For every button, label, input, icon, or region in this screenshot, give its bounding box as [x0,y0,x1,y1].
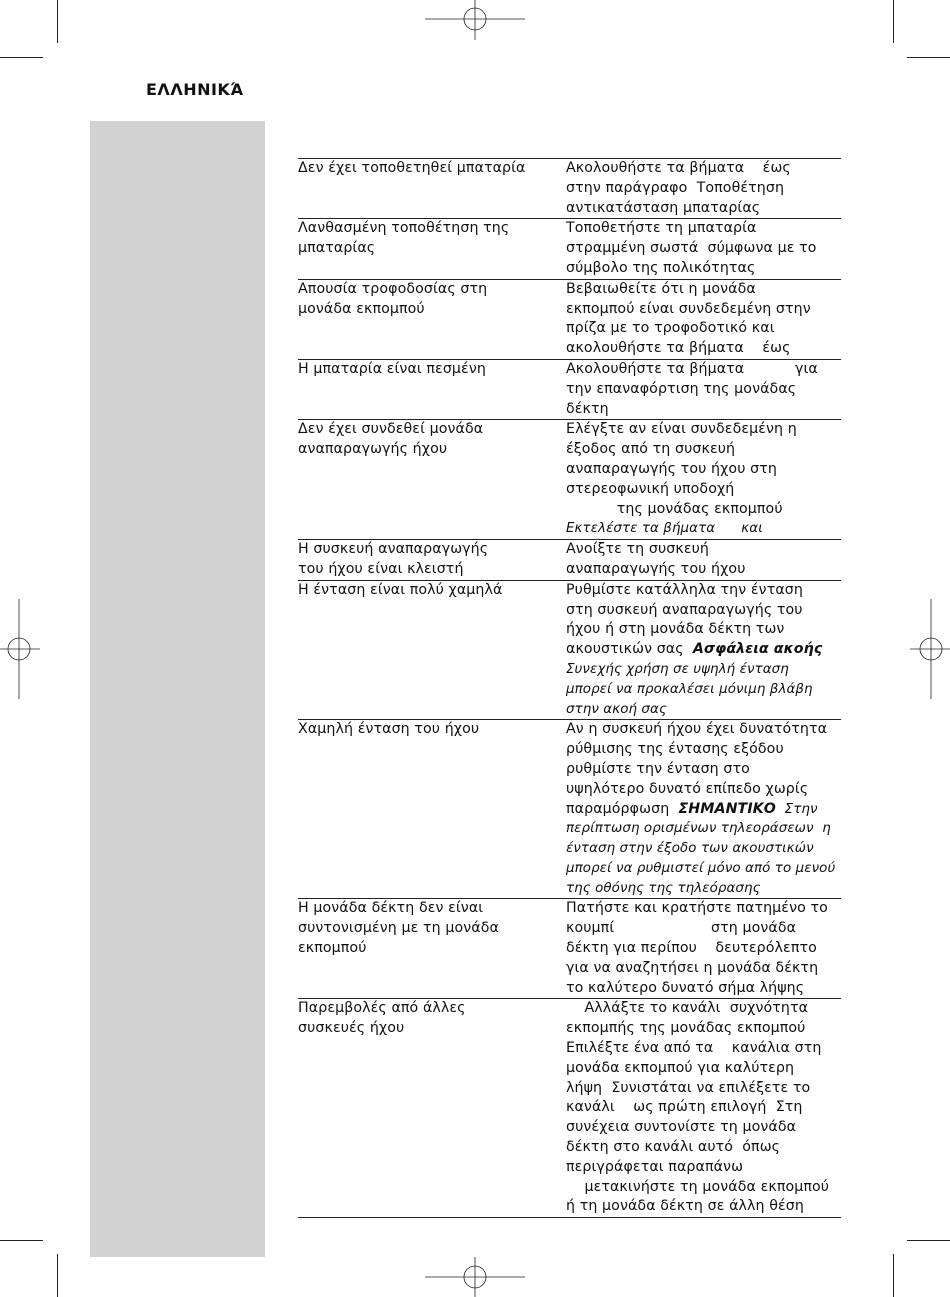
remedy-line: δέκτη [566,400,609,417]
remedy-line: ακουστικών σας Ασφάλεια ακοής [566,641,823,658]
problem-cause [298,280,566,359]
remedy-line: ή τη μονάδα δέκτη σε άλλη θέση [566,1198,804,1215]
remedy-line: Ελέγξτε αν είναι συνδεδεμένη η [566,421,797,438]
cause-line: συσκευές ήχου [298,1020,405,1037]
table-row [298,540,841,581]
cause-line: μπαταρίας [298,240,376,257]
remedy-line: στη συσκευή αναπαραγωγής του [566,601,803,618]
remedy-line: Ακολουθήστε τα βήματα έως [566,160,791,176]
table-row [298,159,841,219]
remedy-line: Αν η συσκευή ήχου έχει δυνατότητα [566,721,828,738]
remedy-line: εκπομπού είναι συνδεδεμένη στην [566,300,811,317]
remedy-line: στην παράγραφο Τοποθέτηση [566,179,785,196]
remedy-line: Ανοίξτε τη συσκευή [566,541,710,558]
remedy-line: ρύθμισης της έντασης εξόδου [566,741,784,758]
remedy-line: υψηλότερο δυνατό επίπεδο χωρίς [566,780,809,797]
table-row [298,360,841,420]
remedy-line: περίπτωση ορισμένων τηλεοράσεων η [566,821,831,837]
problem-cause [298,899,566,998]
language-header: ΕΛΛΗΝΙΚΆ [146,80,244,99]
remedy-line: αντικατάσταση μπαταρίας [566,199,761,216]
remedy-line: περιγράφεται παραπάνω [566,1158,744,1175]
table-row [298,720,841,899]
remedy-line: Επιλέξτε ένα από τα κανάλια στη [566,1040,822,1057]
remedy-line: μετακινήστε τη μονάδα εκπομπού [566,1178,830,1195]
remedy-line: πρίζα με το τροφοδοτικό και [566,320,775,337]
remedy-line: συνέχεια συντονίστε τη μονάδα [566,1119,797,1136]
registration-mark-right [910,599,950,699]
crop-mark [893,1254,894,1297]
registration-mark-bottom [425,1257,525,1297]
remedy-line: μπορεί να προκαλέσει μόνιμη βλάβη [566,681,813,697]
remedy-line: στερεοφωνική υποδοχή [566,480,735,497]
remedy-line: σύμβολο της πολικότητας [566,259,756,276]
table-row [298,219,841,279]
cause-line: Χαμηλή ένταση του ήχου [298,721,480,738]
emphasis-text: ΣΗΜΑΝΤΙΚΟ [678,800,776,817]
remedy-line: το καλύτερο δυνατό σήμα λήψης [566,979,805,996]
registration-mark-top [425,0,525,40]
remedy-line: δέκτη στο κανάλι αυτό όπως [566,1139,781,1156]
problem-remedy [566,720,841,898]
crop-mark [0,1240,43,1241]
cause-line: Η μονάδα δέκτη δεν είναι [298,900,484,917]
problem-cause [298,360,566,419]
cause-line: μονάδα εκπομπού [298,300,425,317]
cause-line: Παρεμβολές από άλλες [298,1000,466,1017]
remedy-line: μπορεί να ρυθμιστεί μόνο από το μενού [566,860,836,876]
remedy-line: ακολουθήστε τα βήματα έως [566,340,791,357]
remedy-line: για να αναζητήσει η μονάδα δέκτη [566,959,819,976]
cause-line: Η συσκευή αναπαραγωγής [298,541,489,558]
remedy-line: λήψη Συνιστάται να επιλέξετε το [566,1079,811,1096]
cause-line: του ήχου είναι κλειστή [298,560,464,577]
remedy-line: της οθόνης της τηλεόρασης [566,880,761,896]
problem-cause [298,540,566,580]
remedy-line: Ρυθμίστε κατάλληλα την ένταση [566,581,803,598]
problem-remedy [566,420,841,539]
problem-remedy [566,899,841,998]
table-row [298,581,841,721]
remedy-line: Βεβαιωθείτε ότι η μονάδα [566,280,756,297]
cause-line: Δεν έχει τοποθετηθεί μπαταρία [298,160,526,176]
cause-line: Απουσία τροφοδοσίας στη [298,280,488,297]
remedy-line: στραμμένη σωστά σύμφωνα με το [566,240,817,257]
cause-line: αναπαραγωγής ήχου [298,441,448,458]
remedy-line: παραμόρφωση ΣΗΜΑΝΤΙΚΟ Στην [566,800,818,817]
cause-line: συντονισμένη με τη μονάδα [298,920,499,937]
problem-cause [298,420,566,539]
remedy-line: Συνεχής χρήση σε υψηλή ένταση [566,661,789,677]
problem-remedy [566,540,841,580]
problem-remedy [566,581,841,720]
problem-remedy [566,360,841,419]
problem-remedy [566,159,841,218]
crop-mark [0,57,43,58]
remedy-line: έξοδος από τη συσκευή [566,441,736,458]
cause-line: Λανθασμένη τοποθέτηση της [298,220,510,237]
remedy-line: ήχου ή στη μονάδα δέκτη των [566,621,785,638]
table-row [298,280,841,360]
problem-remedy [566,999,841,1217]
remedy-line: αναπαραγωγής του ήχου [566,560,746,577]
problem-cause [298,581,566,720]
crop-mark [57,0,58,43]
remedy-line: κουμπί στη μονάδα [566,920,797,937]
remedy-line: της μονάδας εκπομπού [566,500,783,517]
remedy-line: Πατήστε και κρατήστε πατημένο το [566,900,828,917]
crop-mark [907,1240,950,1241]
crop-mark [893,0,894,43]
cause-line: Η μπαταρία είναι πεσμένη [298,360,486,377]
remedy-line: στην ακοή σας [566,701,667,717]
remedy-line: αναπαραγωγής του ήχου στη [566,460,777,477]
remedy-line: κανάλι ως πρώτη επιλογή Στη [566,1099,803,1116]
problem-cause [298,999,566,1217]
problem-remedy [566,219,841,278]
remedy-line: εκπομπής της μονάδας εκπομπού [566,1020,806,1037]
problem-cause [298,219,566,278]
problem-remedy [566,280,841,359]
emphasis-text: Ασφάλεια ακοής [692,641,823,658]
table-row [298,899,841,999]
troubleshooting-table [298,158,841,1218]
problem-cause [298,159,566,218]
remedy-line: μονάδα εκπομπού για καλύτερη [566,1059,795,1076]
problem-cause [298,720,566,898]
table-row [298,999,841,1218]
crop-mark [57,1254,58,1297]
remedy-line: την επαναφόρτιση της μονάδας [566,380,797,397]
cause-line: εκπομπού [298,940,367,957]
table-row [298,420,841,540]
remedy-line: Ακολουθήστε τα βήματα για [566,360,818,377]
side-grey-bar [90,121,265,1257]
remedy-line: Εκτελέστε τα βήματα και [566,521,763,537]
remedy-line: Αλλάξτε το κανάλι συχνότητα [566,1000,809,1017]
remedy-line: ρυθμίστε την ένταση στο [566,760,750,777]
remedy-line: Τοποθετήστε τη μπαταρία [566,220,757,237]
cause-line: Δεν έχει συνδεθεί μονάδα [298,421,484,438]
remedy-line: ένταση στην έξοδο των ακουστικών [566,841,814,857]
registration-mark-left [0,599,40,699]
cause-line: Η ένταση είναι πολύ χαμηλά [298,581,503,598]
remedy-line: δέκτη για περίπου δευτερόλεπτο [566,940,817,957]
crop-mark [907,57,950,58]
